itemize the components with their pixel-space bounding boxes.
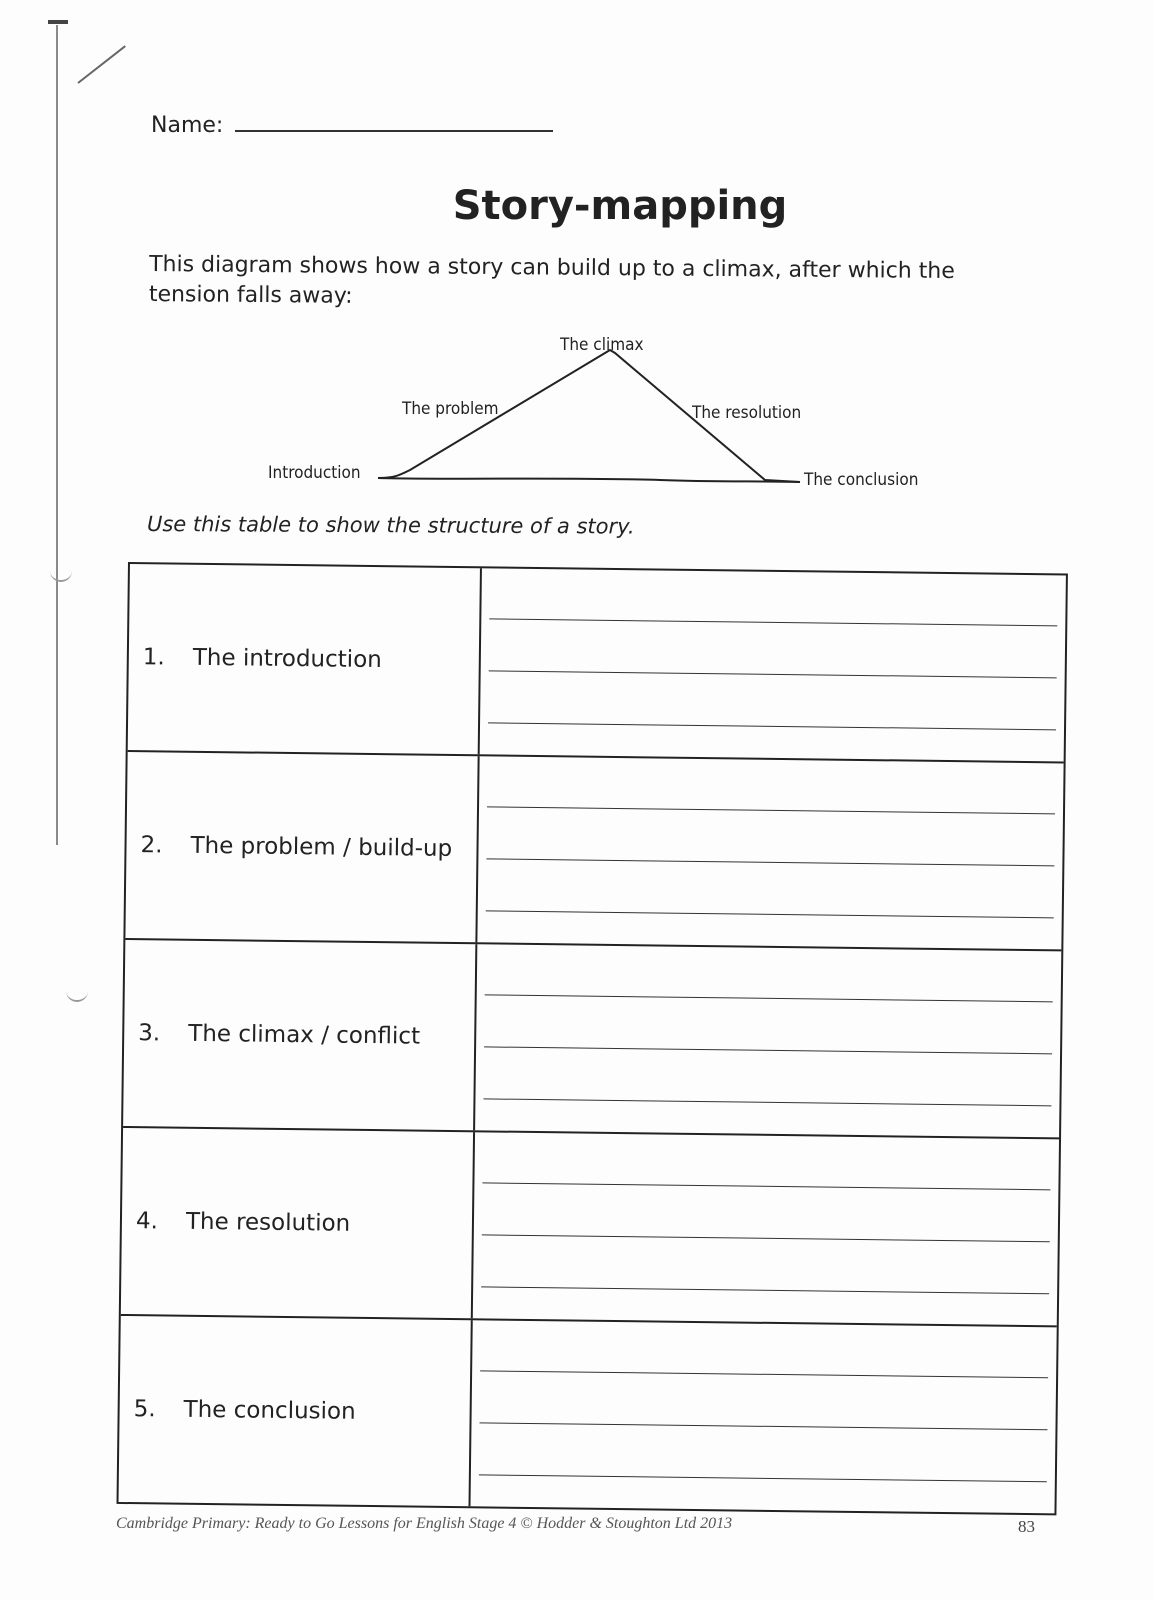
pen-mark	[77, 45, 126, 84]
punch-hole-icon	[66, 988, 88, 1002]
margin-mark	[48, 20, 68, 24]
instruction-text: Use this table to show the structure of a story.	[146, 512, 635, 539]
label-conclusion: The conclusion	[804, 470, 919, 490]
answer-area[interactable]	[477, 756, 1063, 949]
story-arc-diagram	[260, 330, 960, 500]
label-climax: The climax	[560, 335, 644, 355]
label-introduction: Introduction	[268, 463, 361, 483]
margin-line	[56, 25, 58, 845]
row-number: 5.	[133, 1396, 156, 1423]
answer-area[interactable]	[473, 1132, 1059, 1325]
table-row	[121, 1126, 1059, 1325]
row-label: The conclusion	[183, 1396, 356, 1425]
story-structure-table	[116, 562, 1067, 1515]
answer-area[interactable]	[480, 568, 1066, 761]
name-label: Name:	[151, 113, 224, 138]
label-resolution: The resolution	[692, 403, 802, 423]
page-number: 83	[1018, 1517, 1035, 1536]
row-number: 3.	[138, 1020, 161, 1047]
row-label: The climax / conflict	[188, 1020, 421, 1050]
table-row	[128, 564, 1066, 761]
table-row	[125, 750, 1063, 949]
baseline	[378, 478, 800, 482]
answer-area[interactable]	[470, 1320, 1056, 1513]
row-label: The problem / build-up	[190, 832, 453, 862]
row-number: 4.	[135, 1208, 159, 1235]
row-label: The resolution	[185, 1208, 351, 1237]
table-row	[123, 938, 1061, 1137]
row-label: The introduction	[192, 644, 382, 674]
label-problem: The problem	[402, 399, 499, 419]
name-input-line[interactable]	[235, 110, 553, 132]
page-title: Story-mapping	[452, 183, 788, 229]
name-field	[151, 110, 553, 138]
intro-text: This diagram shows how a story can build up to a climax, after which the tension falls away:	[148, 252, 955, 309]
footer-credit: Cambridge Primary: Ready to Go Lessons for English Stage 4 © Hodder & Stoughton Ltd 2013	[116, 1515, 733, 1532]
answer-area[interactable]	[475, 944, 1061, 1137]
row-number: 1.	[142, 644, 165, 671]
table-row	[119, 1314, 1057, 1513]
punch-hole-icon	[50, 568, 72, 582]
row-number: 2.	[140, 832, 163, 859]
